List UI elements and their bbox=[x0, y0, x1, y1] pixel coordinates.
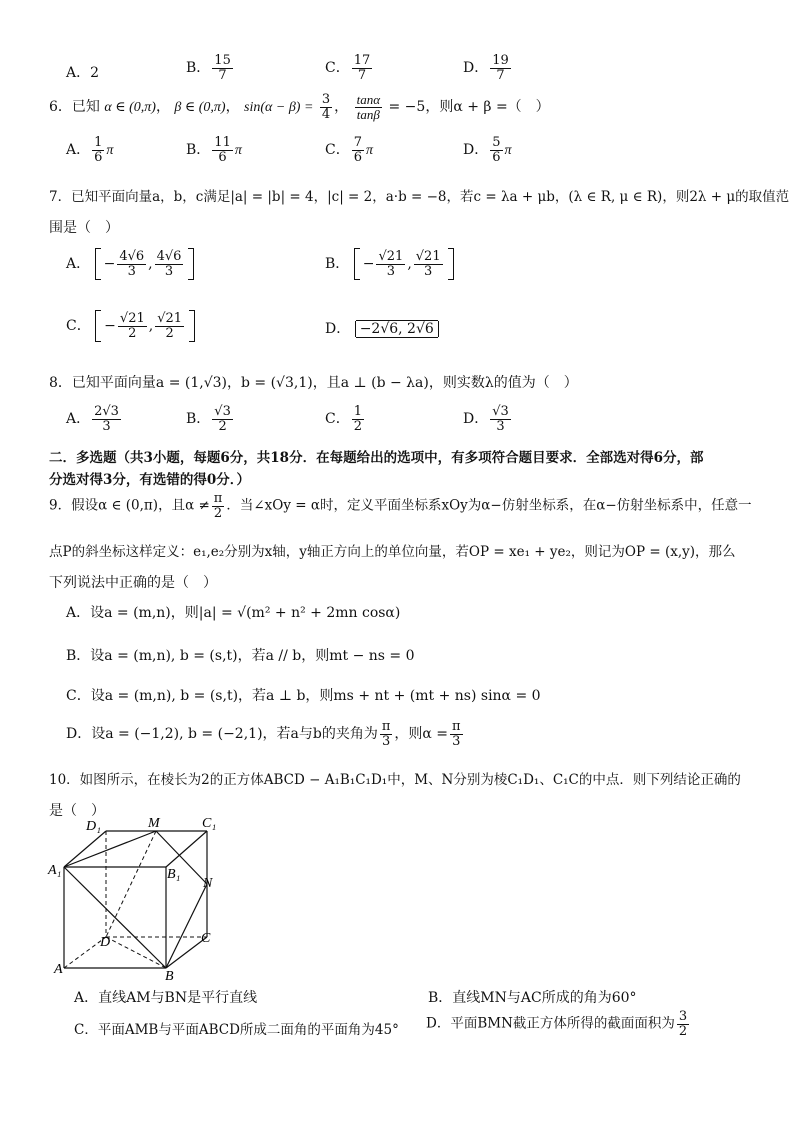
q7-line1: 7．已知平面向量a，b，c满足|a| = |b| = 4，|c| = 2，a·b = −8，若c = λa + μb，(λ ∈ R, μ ∈ R)，则2λ + μ的取值范 bbox=[49, 189, 790, 205]
fraction bbox=[352, 405, 364, 433]
label-d1: D₁ bbox=[86, 819, 101, 834]
q9-d-a: D．设a = (−1,2), b = (−2,1)，若a与b的夹角为 bbox=[66, 726, 378, 743]
denominator: 6 bbox=[353, 149, 362, 165]
minus-sign: − bbox=[362, 256, 375, 272]
denominator: 2 bbox=[128, 325, 137, 341]
option-label: B． bbox=[186, 142, 211, 159]
q9-option-b: B．设a = (m,n), b = (s,t)，若a // b，则mt − ns = 0 bbox=[66, 648, 415, 664]
fraction bbox=[155, 312, 184, 340]
q9-option-c: C．设a = (m,n), b = (s,t)，若a ⊥ b，则ms + nt + (mt + ns) sinα = 0 bbox=[66, 688, 541, 704]
option-label: B． bbox=[325, 256, 350, 272]
numerator: 4√6 bbox=[119, 248, 145, 264]
denominator: 7 bbox=[357, 67, 367, 83]
numerator: 1 bbox=[353, 404, 362, 419]
label-m: M bbox=[148, 816, 160, 831]
numerator: 7 bbox=[353, 135, 362, 150]
numerator: 11 bbox=[214, 135, 231, 150]
section2-line2: 分选对得3分，有选错的得0分．） bbox=[49, 472, 251, 488]
q9-line3: 下列说法中正确的是（ ） bbox=[49, 575, 217, 591]
denominator: 3 bbox=[102, 418, 111, 434]
fraction bbox=[352, 136, 364, 164]
q6-cond4: = −5 bbox=[388, 99, 426, 116]
denominator: 2 bbox=[213, 505, 223, 521]
fraction bbox=[352, 54, 373, 82]
option-label: B． bbox=[186, 60, 211, 77]
option-label: B． bbox=[186, 411, 211, 428]
q7-option-c bbox=[66, 310, 195, 342]
q5-option-c bbox=[325, 54, 374, 82]
q10-line2: 是（ ） bbox=[49, 803, 105, 819]
denominator: 7 bbox=[496, 67, 505, 83]
numerator: π bbox=[381, 719, 391, 734]
edge-a1-d1 bbox=[64, 831, 106, 867]
interval: − $\frac{√21}{2}$ , $\frac{√21}{2}$ bbox=[95, 310, 195, 342]
cube-figure bbox=[44, 815, 224, 985]
denominator: 3 bbox=[386, 263, 396, 279]
numerator: π bbox=[452, 719, 461, 734]
q10-line1: 10．如图所示，在棱长为2的正方体ABCD − A₁B₁C₁D₁中，M、N分别为棱C₁D₁、C₁C的中点．则下列结论正确的 bbox=[49, 772, 741, 788]
denominator: 3 bbox=[381, 733, 391, 749]
fraction bbox=[490, 405, 511, 433]
segment-n-b bbox=[166, 884, 207, 968]
option-label: A． bbox=[66, 411, 91, 428]
numerator: tanα bbox=[356, 92, 381, 107]
denominator: 6 bbox=[492, 149, 501, 165]
numerator: √3 bbox=[214, 404, 231, 419]
fraction bbox=[414, 250, 443, 278]
q6-option-b bbox=[186, 136, 242, 164]
q6-cond3: sin(α − β) = bbox=[244, 100, 314, 116]
fraction bbox=[118, 312, 147, 340]
numerator: √21 bbox=[157, 310, 183, 326]
fraction bbox=[380, 720, 393, 748]
denominator: 3 bbox=[424, 263, 433, 279]
q5-option-b bbox=[186, 54, 235, 82]
q9-line1-a: 9．假设α ∈ (0,π)，且α ≠ bbox=[49, 497, 210, 514]
edge-b1-c1 bbox=[166, 831, 207, 867]
fraction bbox=[212, 492, 225, 520]
option-label: A． bbox=[66, 256, 91, 272]
q6-option-d bbox=[463, 136, 512, 164]
denominator: 2 bbox=[678, 1023, 688, 1039]
fraction bbox=[155, 250, 184, 278]
interval-content: −2√6, 2√6 bbox=[356, 320, 438, 338]
denominator: 2 bbox=[165, 325, 174, 341]
option-label: D． bbox=[325, 321, 351, 337]
label-a1: A₁ bbox=[48, 863, 62, 878]
numerator: 15 bbox=[214, 53, 231, 68]
q10-d-a: D．平面BMN截正方体所得的截面面积为 bbox=[426, 1015, 675, 1032]
denominator: 3 bbox=[452, 733, 461, 749]
segment-m-n bbox=[156, 831, 207, 884]
q6-option-c bbox=[325, 136, 373, 164]
label-b1: B₁ bbox=[167, 867, 181, 882]
q6-option-a bbox=[66, 136, 113, 164]
numerator: π bbox=[213, 491, 223, 506]
q6-cond2: β ∈ (0,π) bbox=[174, 100, 226, 116]
minus-sign: − bbox=[104, 318, 116, 334]
fraction bbox=[450, 720, 463, 748]
numerator: √3 bbox=[492, 404, 509, 419]
q5-option-d bbox=[463, 54, 513, 82]
numerator: 2√3 bbox=[94, 404, 119, 419]
q9-line1 bbox=[49, 492, 752, 520]
q7-option-b bbox=[325, 248, 454, 280]
fraction bbox=[92, 405, 121, 433]
q8-option-d bbox=[463, 405, 513, 433]
edge-d-b bbox=[106, 937, 166, 968]
pi-symbol: π bbox=[504, 143, 512, 159]
numerator: 19 bbox=[492, 53, 509, 68]
denominator: 3 bbox=[164, 263, 174, 279]
option-label: C． bbox=[325, 60, 350, 77]
fraction bbox=[376, 250, 405, 278]
q8-option-c bbox=[325, 405, 366, 433]
q9-d-b: ，则α = bbox=[394, 726, 449, 743]
denominator: 3 bbox=[496, 418, 505, 434]
fraction bbox=[677, 1010, 689, 1038]
section2-line1: 二．多选题（共3小题，每题6分，共18分．在每题给出的选项中，有多项符合题目要求．全部选对得6分，部 bbox=[49, 450, 704, 466]
label-c1: C₁ bbox=[202, 816, 217, 831]
denominator: 4 bbox=[321, 106, 331, 122]
fraction bbox=[355, 93, 382, 121]
interval: − $\frac{√21}{3}$ , $\frac{√21}{3}$ bbox=[354, 248, 454, 280]
pi-symbol: π bbox=[234, 143, 242, 159]
segment-m-d bbox=[106, 831, 156, 937]
label-d: D bbox=[100, 935, 111, 950]
numerator: √21 bbox=[119, 310, 145, 326]
fraction bbox=[320, 93, 332, 121]
denominator: 3 bbox=[127, 263, 136, 279]
numerator: 17 bbox=[353, 53, 371, 68]
q8-option-b bbox=[186, 405, 235, 433]
q9-line1-b: ．当∠xOy = α时，定义平面坐标系xOy为α−仿射坐标系，在α−仿射坐标系中，任意一 bbox=[226, 497, 752, 514]
q10-option-d bbox=[426, 1010, 691, 1038]
denominator: 6 bbox=[218, 149, 227, 165]
denominator: 6 bbox=[94, 149, 103, 165]
denominator: 2 bbox=[218, 418, 227, 434]
option-label: C． bbox=[66, 318, 91, 334]
option-label: C． bbox=[325, 142, 350, 159]
numerator: 1 bbox=[94, 135, 103, 150]
fraction bbox=[490, 136, 502, 164]
fraction bbox=[212, 54, 233, 82]
numerator: √21 bbox=[378, 248, 404, 264]
label-c: C bbox=[201, 931, 211, 946]
q7-line2: 围是（ ） bbox=[49, 220, 119, 236]
fraction bbox=[212, 405, 233, 433]
q6-cond1: α ∈ (0,π) bbox=[104, 100, 156, 116]
q9-line2: 点P的斜坐标这样定义：e₁,e₂分别为x轴，y轴正方向上的单位向量，若OP = xe₁ + ye₂，则记为OP = (x,y)，那么 bbox=[49, 544, 736, 560]
pi-symbol: π bbox=[106, 143, 114, 159]
segment-a1-m bbox=[64, 831, 156, 867]
option-label: A． bbox=[66, 142, 91, 159]
q10-option-a: A．直线AM与BN是平行直线 bbox=[74, 990, 258, 1006]
denominator: 2 bbox=[353, 418, 362, 434]
q7-option-d bbox=[325, 318, 439, 338]
q6-prefix: 6．已知 bbox=[49, 99, 100, 116]
q10-option-b: B．直线MN与AC所成的角为60° bbox=[428, 990, 637, 1006]
numerator: 3 bbox=[678, 1009, 688, 1024]
pi-symbol: π bbox=[366, 143, 374, 159]
numerator: 4√6 bbox=[156, 248, 182, 264]
label-a: A bbox=[54, 962, 63, 977]
q6-stem: 6．已知 α ∈ (0,π)， β ∈ (0,π)， sin(α − β) = $\frac{3}{4}$ ， $\frac{\tan\alpha}{\tan\beta}$ = −5，则α + β =（ ） bbox=[49, 92, 550, 122]
option-label: D． bbox=[463, 411, 489, 428]
q10-option-c: C．平面AMB与平面ABCD所成二面角的平面角为45° bbox=[74, 1022, 399, 1038]
denominator: tanβ bbox=[356, 106, 380, 122]
q6-suffix: ，则α + β =（ ） bbox=[425, 99, 550, 116]
numerator: √21 bbox=[415, 248, 441, 264]
q8-stem: 8．已知平面向量a = (1,√3)，b = (√3,1)，且a ⊥ (b − λa)，则实数λ的值为（ ） bbox=[49, 375, 578, 391]
fraction bbox=[490, 54, 511, 82]
segment-a1-b bbox=[64, 867, 166, 968]
fraction bbox=[92, 136, 104, 164]
option-label: D． bbox=[463, 60, 489, 77]
option-label: D． bbox=[463, 142, 489, 159]
label-b: B bbox=[165, 969, 174, 984]
minus-sign: − bbox=[103, 256, 116, 272]
fraction bbox=[212, 136, 233, 164]
numerator: 3 bbox=[321, 92, 331, 107]
q9-option-d bbox=[66, 720, 465, 748]
numerator: 5 bbox=[492, 135, 501, 150]
option-label: C． bbox=[325, 411, 350, 428]
q7-option-a bbox=[66, 248, 194, 280]
label-n: N bbox=[203, 876, 213, 891]
q8-option-a bbox=[66, 405, 123, 433]
q5-option-a: A．2 bbox=[66, 65, 100, 81]
q9-option-a: A．设a = (m,n)，则|a| = √(m² + n² + 2mn cosα) bbox=[66, 605, 401, 621]
interval: − $\frac{4√6}{3}$ , $\frac{4√6}{3}$ bbox=[95, 248, 195, 280]
fraction bbox=[117, 250, 146, 278]
denominator: 7 bbox=[218, 67, 227, 83]
